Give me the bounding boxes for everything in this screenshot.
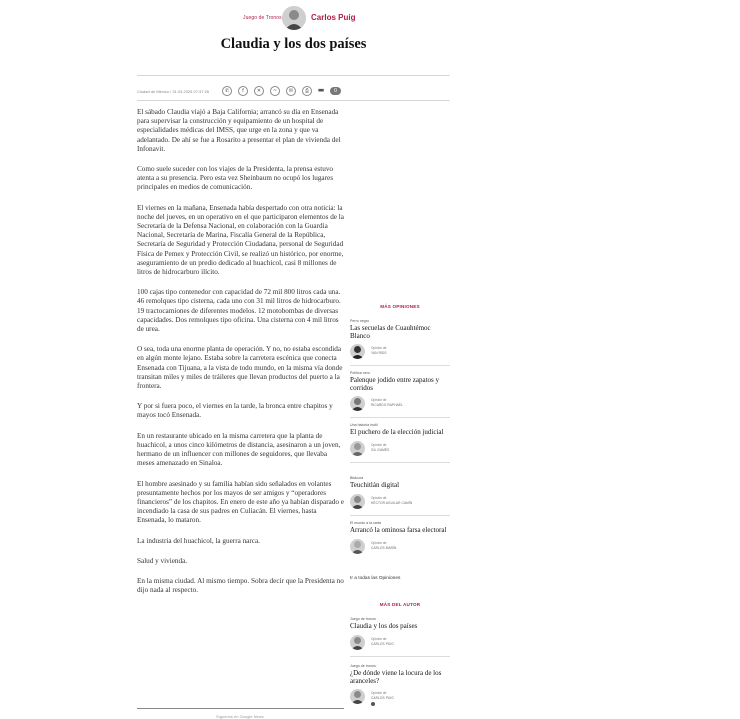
- divider: [350, 515, 450, 516]
- column-section-label[interactable]: Juego de Tronos: [243, 15, 282, 21]
- opinion-label: Opinión de: [371, 691, 387, 696]
- opinion-author: [350, 494, 450, 510]
- play-icon[interactable]: [371, 702, 375, 706]
- divider: [350, 656, 450, 657]
- opinion-section: Juego de tronos: [350, 664, 376, 668]
- divider: [137, 100, 450, 101]
- avatar: [350, 539, 365, 554]
- email-icon[interactable]: ✉: [286, 86, 296, 96]
- opinion-author-name[interactable]: CARLOS MARÍN: [371, 545, 397, 550]
- opinion-card[interactable]: [350, 319, 450, 366]
- opinion-author: [350, 344, 450, 360]
- article-paragraph: O sea, toda una enorme planta de operación. Y no, no estaba escondida en algún monte lejano. Estaba sobre la carretera escénica que conecta Ensenada con Tijuana, a la vista de todo mundo, en la misma vía donde transitan miles y miles de tráileres que llevan productos del puerto a la frontera.: [137, 345, 343, 391]
- opinion-card[interactable]: [350, 521, 450, 555]
- article-paragraph: El viernes en la mañana, Ensenada había despertado con otra noticia: la noche del jueves, en un operativo en el que participaron elementos de la Secretaría de la Defensa Nacional, en colaboración con la Guardia Nacional, Secretaría de Marina, Fiscalía General de la República, Secretaría de Seguridad y Protección Ciudadana, personal de Seguridad Física de Pemex y Protección Civil, se realizó un histórico, por enorme, aseguramiento de un predio dedicado al huachicol, casi 8 millones de litros de hidrocarburo ilícito.: [137, 203, 344, 277]
- opinion-author: [350, 689, 450, 705]
- x-icon[interactable]: ✕: [254, 86, 264, 96]
- opinion-section: Juego de tronos: [350, 617, 376, 621]
- divider: [350, 462, 450, 463]
- article-paragraph: 100 cajas tipo contenedor con capacidad de 72 mil 800 litros cada una. 46 remolques tipo cisterna, cada uno con 31 mil litros de hidrocarburo. 19 tractocamiones de diferentes modelos. 12 motobombas de diversas capacidades. Dos remolques tipo oficina. Una cisterna con 4 mil litros de urea.: [137, 288, 341, 334]
- more-from-author-heading: MÁS DEL AUTOR: [379, 602, 421, 607]
- opinion-title[interactable]: Las secuelas de Cuauhtémoc Blanco: [350, 324, 431, 340]
- opinion-author-name[interactable]: YAN RIDS: [371, 351, 387, 356]
- comment-count[interactable]: 0: [330, 87, 341, 95]
- avatar: [350, 635, 365, 650]
- opinion-label: Opinión de: [371, 442, 387, 447]
- opinion-section: El mundo a la carta: [350, 521, 381, 525]
- opinion-author-name[interactable]: HÉCTOR AGUILAR CAMÍN: [371, 500, 413, 505]
- opinion-title[interactable]: ¿De dónde viene la locura de los aranceles?: [350, 669, 442, 685]
- facebook-icon[interactable]: f: [238, 86, 248, 96]
- article-paragraph: La industria del huachicol, la guerra narca.: [137, 536, 260, 545]
- opinion-section: Perro negro: [350, 319, 369, 323]
- article-paragraph: Y por si fuera poco, el viernes en la tarde, la bronca entre chapitos y mayos tocó Ensenada.: [137, 402, 333, 420]
- divider: [137, 708, 344, 709]
- author-article-card[interactable]: [350, 664, 450, 705]
- opinion-author: [350, 635, 450, 651]
- article-dateline: Ciudad de México / 31.03.2025 07:37:26: [137, 89, 210, 94]
- avatar: [350, 396, 365, 411]
- print-icon[interactable]: ⎙: [302, 86, 312, 96]
- opinion-label: Opinión de: [371, 398, 387, 403]
- avatar: [350, 441, 365, 456]
- divider: [350, 417, 450, 418]
- messenger-icon[interactable]: ~: [270, 86, 280, 96]
- avatar: [350, 344, 365, 359]
- opinion-section: Una historia inútil: [350, 423, 378, 427]
- article-paragraph: El sábado Claudia viajó a Baja California; arrancó su día en Ensenada para supervisar la construcción y equipamiento de un hospital de especialidades médicas del IMSS, que urge en la zona y que va adelantado. De ahí se fue a Rosarito a presentar el plan de vivienda del Infonavit.: [137, 108, 341, 153]
- opinion-author-name[interactable]: RICARDO RAPHAEL: [371, 403, 403, 408]
- divider: [350, 365, 450, 366]
- more-opinions-heading: MÁS OPINIONES: [380, 304, 420, 309]
- author-avatar: [282, 6, 306, 30]
- opinion-author: [350, 539, 450, 555]
- article-body: [137, 108, 345, 606]
- whatsapp-icon[interactable]: ✆: [222, 86, 232, 96]
- opinion-author-name[interactable]: GIL GAMÉS: [371, 447, 390, 452]
- all-opinions-link[interactable]: Ir a todas las Opiniones: [350, 576, 401, 581]
- opinion-section: Bitácora: [350, 476, 364, 480]
- opinion-card[interactable]: [350, 423, 450, 463]
- opinion-title[interactable]: El puchero de la elección judicial: [350, 428, 444, 436]
- article-title: Claudia y los dos países: [220, 36, 367, 52]
- opinion-card[interactable]: [350, 476, 450, 516]
- article-paragraph: El hombre asesinado y su familia habían sido señalados en volantes presuntamente hechos por los mayos de ser amigos y “operadores financieros” de los chapitos. En enero de este año ya habían disparado e incendiado la casa de sus padres en Culiacán. El viernes, hasta Ensenada, lo mataron.: [137, 479, 344, 525]
- avatar: [350, 494, 365, 509]
- google-news-link[interactable]: Síguenos en Google News: [216, 714, 264, 719]
- opinion-label: Opinión de: [371, 495, 387, 500]
- author-article-card[interactable]: [350, 617, 450, 657]
- opinion-author: [350, 396, 450, 412]
- article-paragraph: Salud y vivienda.: [137, 556, 188, 565]
- opinion-card[interactable]: [350, 371, 450, 418]
- opinion-section: Política cero: [350, 371, 370, 375]
- opinion-label: Opinión de: [371, 346, 387, 351]
- article-paragraph: En la misma ciudad. Al mismo tiempo. Sobra decir que la Presidenta no dijo nada al respecto.: [137, 576, 344, 595]
- divider: [137, 75, 450, 76]
- opinion-label: Opinión de: [371, 636, 387, 641]
- opinion-title[interactable]: Claudia y los dos países: [350, 622, 418, 630]
- author-name[interactable]: Carlos Puig: [311, 13, 356, 22]
- opinion-author-name[interactable]: CARLOS PUIG: [371, 641, 394, 646]
- opinion-title[interactable]: Teuchitlán digital: [350, 481, 400, 489]
- article-paragraph: Como suele suceder con los viajes de la Presidenta, la prensa estuvo atenta a su presencia. Pero esta vez Sheinbaum no ocupó los lugares principales en medios de comunicación.: [137, 165, 334, 192]
- opinion-title[interactable]: Palenque jodido entre zapatos y corridos: [350, 376, 440, 392]
- avatar: [350, 689, 365, 704]
- opinion-author: [350, 441, 450, 457]
- opinion-title[interactable]: Arrancó la ominosa farsa electoral: [350, 526, 447, 534]
- comment-icon[interactable]: ▬: [317, 86, 325, 94]
- article-paragraph: En un restaurante ubicado en la misma carretera que la planta de huachicol, a unos cinco kilómetros de distancia, asesinaron a un joven, hermano de un influencer con millones de seguidores, que llevaba meses amenazado en Sinaloa.: [137, 431, 341, 468]
- opinion-label: Opinión de: [371, 540, 387, 545]
- opinion-author-name[interactable]: CARLOS PUIG: [371, 696, 394, 701]
